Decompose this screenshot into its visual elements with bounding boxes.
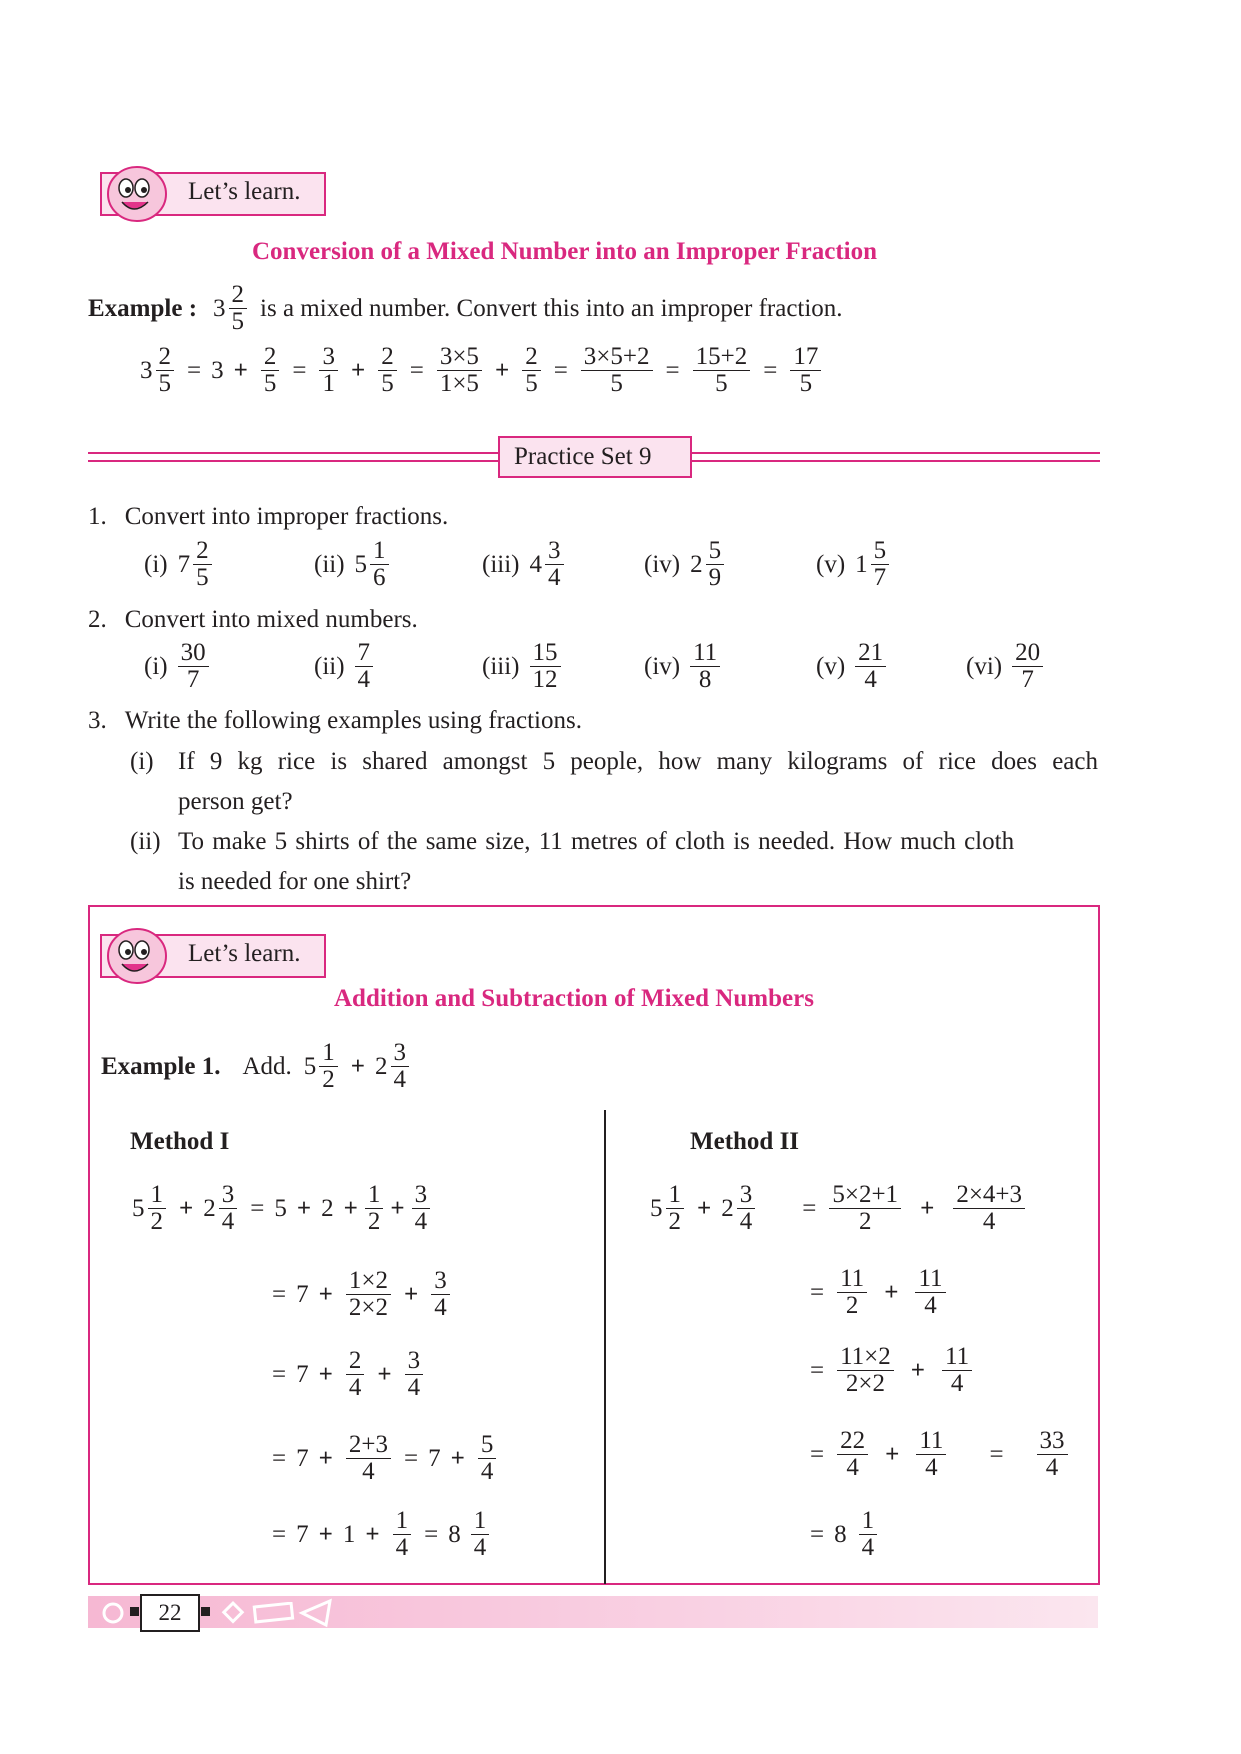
question-2: 2. Convert into mixed numbers. [88, 606, 418, 633]
example-1: Example 1. Add. 5 $\frac{1}{2}$ + 2 $\frac{3}{4}$ [101, 1040, 412, 1094]
q2-item: (v) $\frac{21}{4}$ [816, 640, 966, 694]
method-2-row-5: = 8 $\frac{1}{4}$ [810, 1508, 880, 1562]
fraction: $\frac{2}{5}$ [229, 282, 248, 336]
method-1-row-3: = 7 + $\frac{2}{4}$ + $\frac{3}{4}$ [272, 1348, 426, 1402]
conversion-calculation: 3 $\frac{2}{5}$ = 3 + $\frac{2}{5}$ = $\frac{3}{1}$ + $\frac{2}{5}$ = $\frac{3\times 5}{1\times 5}$ + $\frac{2}{5}$ = $\frac{3\times 5+2}{5}$ = $\frac{15+2}{5}$ = $\frac{17}{5}$ [140, 344, 824, 398]
smiley-face-icon [104, 164, 168, 224]
method-1-row-4: = 7 + $\frac{2+3}{4}$ = 7 + $\frac{5}{4}$ [272, 1432, 499, 1486]
method-1-row-1: 5 $\frac{1}{2}$ + 2 $\frac{3}{4}$ = 5 + 2 + $\frac{1}{2}$ + $\frac{3}{4}$ [132, 1182, 433, 1236]
example-statement: Example : 3 $\frac{2}{5}$ is a mixed number. Convert this into an improper fraction. [88, 281, 843, 336]
page-number: 22 [158, 1600, 182, 1625]
method-1-row-5: = 7 + 1 + $\frac{1}{4}$ = 8 $\frac{1}{4}$ [272, 1508, 492, 1562]
method-2-row-1: 5 $\frac{1}{2}$ + 2 $\frac{3}{4}$ = $\frac{5\times 2+1}{2}$ + $\frac{2\times 4+3}{4}$ [650, 1182, 1028, 1236]
example-text: is a mixed number. Convert this into an improper fraction. [260, 294, 843, 322]
practice-set-title: Practice Set 9 [514, 443, 652, 470]
square-shape-icon [201, 1607, 210, 1616]
q2-item: (vi) $\frac{20}{7}$ [966, 640, 1046, 694]
method-2-title: Method II [690, 1128, 800, 1155]
lets-learn-label: Let’s learn. [188, 178, 301, 205]
q1-item: (i) 7 $\frac{2}{5}$ [144, 538, 314, 592]
page-number-box [140, 1594, 200, 1632]
triangle-shape-icon [298, 1598, 334, 1628]
q1-item: (ii) 5 $\frac{1}{6}$ [314, 538, 482, 592]
square-shape-icon [130, 1607, 139, 1616]
q2-item: (iii) $\frac{15}{12}$ [482, 640, 644, 694]
circle-shape-icon [100, 1600, 126, 1626]
question-1-items [144, 538, 892, 592]
method-2-row-3: = $\frac{11\times 2}{2\times 2}$ + $\frac{11}{4}$ [810, 1344, 975, 1398]
q1-item: (v) 1 $\frac{5}{7}$ [816, 538, 892, 592]
q2-item: (i) $\frac{30}{7}$ [144, 640, 314, 694]
method-2-row-4: = $\frac{22}{4}$ + $\frac{11}{4}$ = $\frac{33}{4}$ [810, 1428, 1071, 1482]
method-2-row-2: = $\frac{11}{2}$ + $\frac{11}{4}$ [810, 1266, 949, 1320]
section-title-addition: Addition and Subtraction of Mixed Numbers [334, 985, 814, 1012]
example-label: Example : [88, 294, 198, 322]
question-2-items [144, 640, 1046, 694]
method-1-row-2: = 7 + $\frac{1\times 2}{2\times 2}$ + $\frac{3}{4}$ [272, 1268, 453, 1322]
diamond-shape-icon [220, 1600, 246, 1626]
lets-learn-label: Let’s learn. [188, 940, 301, 967]
q2-item: (ii) $\frac{7}{4}$ [314, 640, 482, 694]
method-divider [604, 1110, 606, 1584]
question-1: 1. Convert into improper fractions. [88, 503, 449, 530]
question-3: 3. Write the following examples using fractions. [88, 707, 582, 734]
q1-item: (iii) 4 $\frac{3}{4}$ [482, 538, 644, 592]
method-1-title: Method I [130, 1128, 230, 1155]
q2-item: (iv) $\frac{11}{8}$ [644, 640, 816, 694]
q1-item: (iv) 2 $\frac{5}{9}$ [644, 538, 816, 592]
smiley-face-icon [104, 926, 168, 986]
section-title-conversion: Conversion of a Mixed Number into an Improper Fraction [252, 238, 877, 265]
rectangle-shape-icon [252, 1602, 296, 1624]
